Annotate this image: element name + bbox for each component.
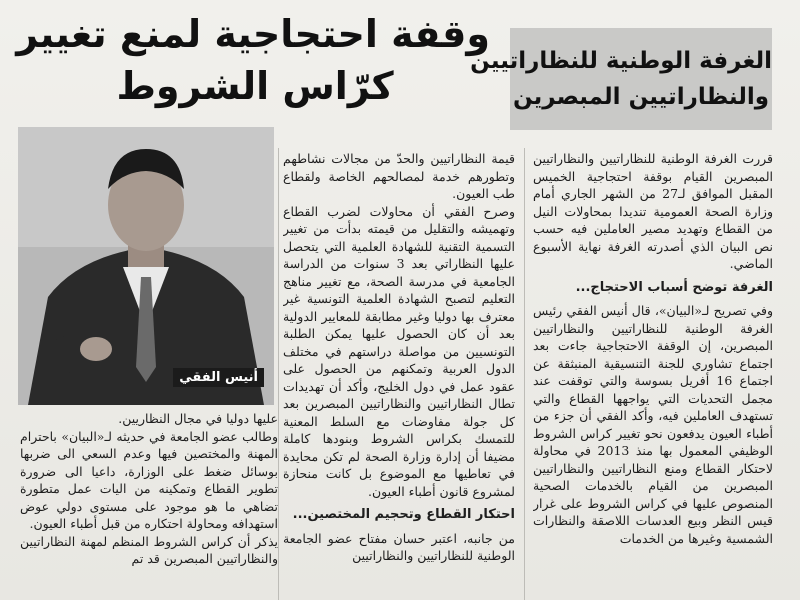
- article-kicker-box: [470, 28, 772, 130]
- portrait-illustration: [18, 127, 274, 405]
- column-1-paragraph-1: قررت الغرفة الوطنية للنظاراتيين والنظاراتيين المبصرين القيام بوقفة احتجاجية الخميس المقبل الموافق لـ27 من الشهر الجاري أمام وزارة الصحة العمومية تنديدا بمحاولات النيل من القطاع وتهديد مصير العاملين فيه حسب نص البيان الذي أصدرته الغرفة نهاية الأسبوع الماضي.: [533, 151, 773, 271]
- portrait-photo: [18, 127, 274, 405]
- article-column-1: [533, 150, 773, 600]
- article-column-3: [20, 410, 278, 600]
- column-3-paragraph-2: وطالب عضو الجامعة في حديثه لـ«البيان» باحترام المهنة والمختصين فيها وعدم السعي الى ضربها بوسائل ضغط على الوزارة، داعيا الى ضرورة تطوير القطاع وتمكينه من اليات عمل متطورة تضاهي ما هو موجود على مستوى دولي عوض استهدافه ومحاولة احتكاره من قبل أطباء العيون.: [20, 428, 278, 531]
- column-2-paragraph-3: من جانبه، اعتبر حسان مفتاح عضو الجامعة الوطنية للنظاراتيين والنظاراتيين: [283, 530, 515, 563]
- column-3-paragraph-1: عليها دوليا في مجال النظاريين.: [118, 411, 278, 426]
- photo-caption: أنيس الفقي: [173, 368, 264, 387]
- article-headline: [16, 8, 490, 112]
- kicker-line-1: الغرفة الوطنية للنظاراتيين: [470, 48, 772, 74]
- kicker-line-2: والنظاراتيين المبصرين: [512, 84, 770, 110]
- column-3-paragraph-3: يذكر أن كراس الشروط المنظم لمهنة النظاراتيين والنظاراتيين المبصرين قد تم: [20, 533, 278, 566]
- column-1-paragraph-2: وفي تصريح لـ«البيان»، قال أنيس الفقي رئيس الغرفة الوطنية للنظاراتيين والنظاراتيين المبصرين، إن الوقفة الاحتجاجية جاءت بعد اجتماع تشاوري للجنة التنسيقية المنبثقة عن اجتماع 16 أفريل بسوسة والتي توقفت عند مجمل التحديات التي يواجهها القطاع والتي تستهدف العاملين فيه، وأكد الفقي أن جزء من أطباء العيون يدفعون نحو تغيير كراس الشروط الوظيفي المعمول بها منذ 2013 في محاولة لاحتكار القطاع ومنع النظاراتيين والنظاراتيين المبصرين من القيام بالخدمات الصحية المنصوص عليها في كراس الشروط على غرار قيس النظر وبيع العدسات اللاصقة والنظارات الشمسية وغيرها من الخدمات: [533, 303, 773, 546]
- column-2-paragraph-1: قيمة النظاراتيين والحدّ من مجالات نشاطهم وتطورهم خدمة لمصالحهم الخاصة ولقطاع طب العيون.: [283, 151, 515, 201]
- column-divider: [278, 148, 279, 600]
- column-divider: [524, 148, 525, 600]
- article-column-2: [283, 150, 515, 600]
- column-1-subheading: الغرفة توضح أسباب الاحتجاج...: [575, 279, 773, 295]
- headline-line-2: كرّاس الشروط: [116, 64, 394, 108]
- column-2-subheading: احتكار القطاع وتحجيم المختصين...: [292, 507, 515, 522]
- column-2-paragraph-2: وصرح الفقي أن محاولات لضرب القطاع وتهميشه والتقليل من قيمته بدأت من تغيير التسمية التقنية للشهادة العلمية التي يتحصل عليها النظاراتي بعد 3 سنوات من الدراسة الجامعية في مدرسة الصحة، مع تغيير مناهج التعليم لتصبح الشهادة العلمية التونسية غير معترف بها دوليا وغير مطابقة للمعايير الدولية بعد أن كان الحصول عليها يمكن الطلبة التونسيين من مواصلة دراستهم في مختلف الدول العربية وتمكنهم من الحصول على عقود عمل في دول الخليج، وأكد أن تهديدات تطال النظاراتيين والنظاراتيين المبصرين بعد كل جولة مفاوضات مع السلط المعنية للتمسك بكراس الشروط وبنودها كاملة مضيفا أن إدارة وزارة الصحة لم تكن محايدة في تعاطيها مع الموضوع بل كانت منحازة لمشروع قانون أطباء العيون.: [283, 203, 515, 499]
- headline-line-1: وقفة احتجاجية لمنع تغيير: [16, 12, 490, 56]
